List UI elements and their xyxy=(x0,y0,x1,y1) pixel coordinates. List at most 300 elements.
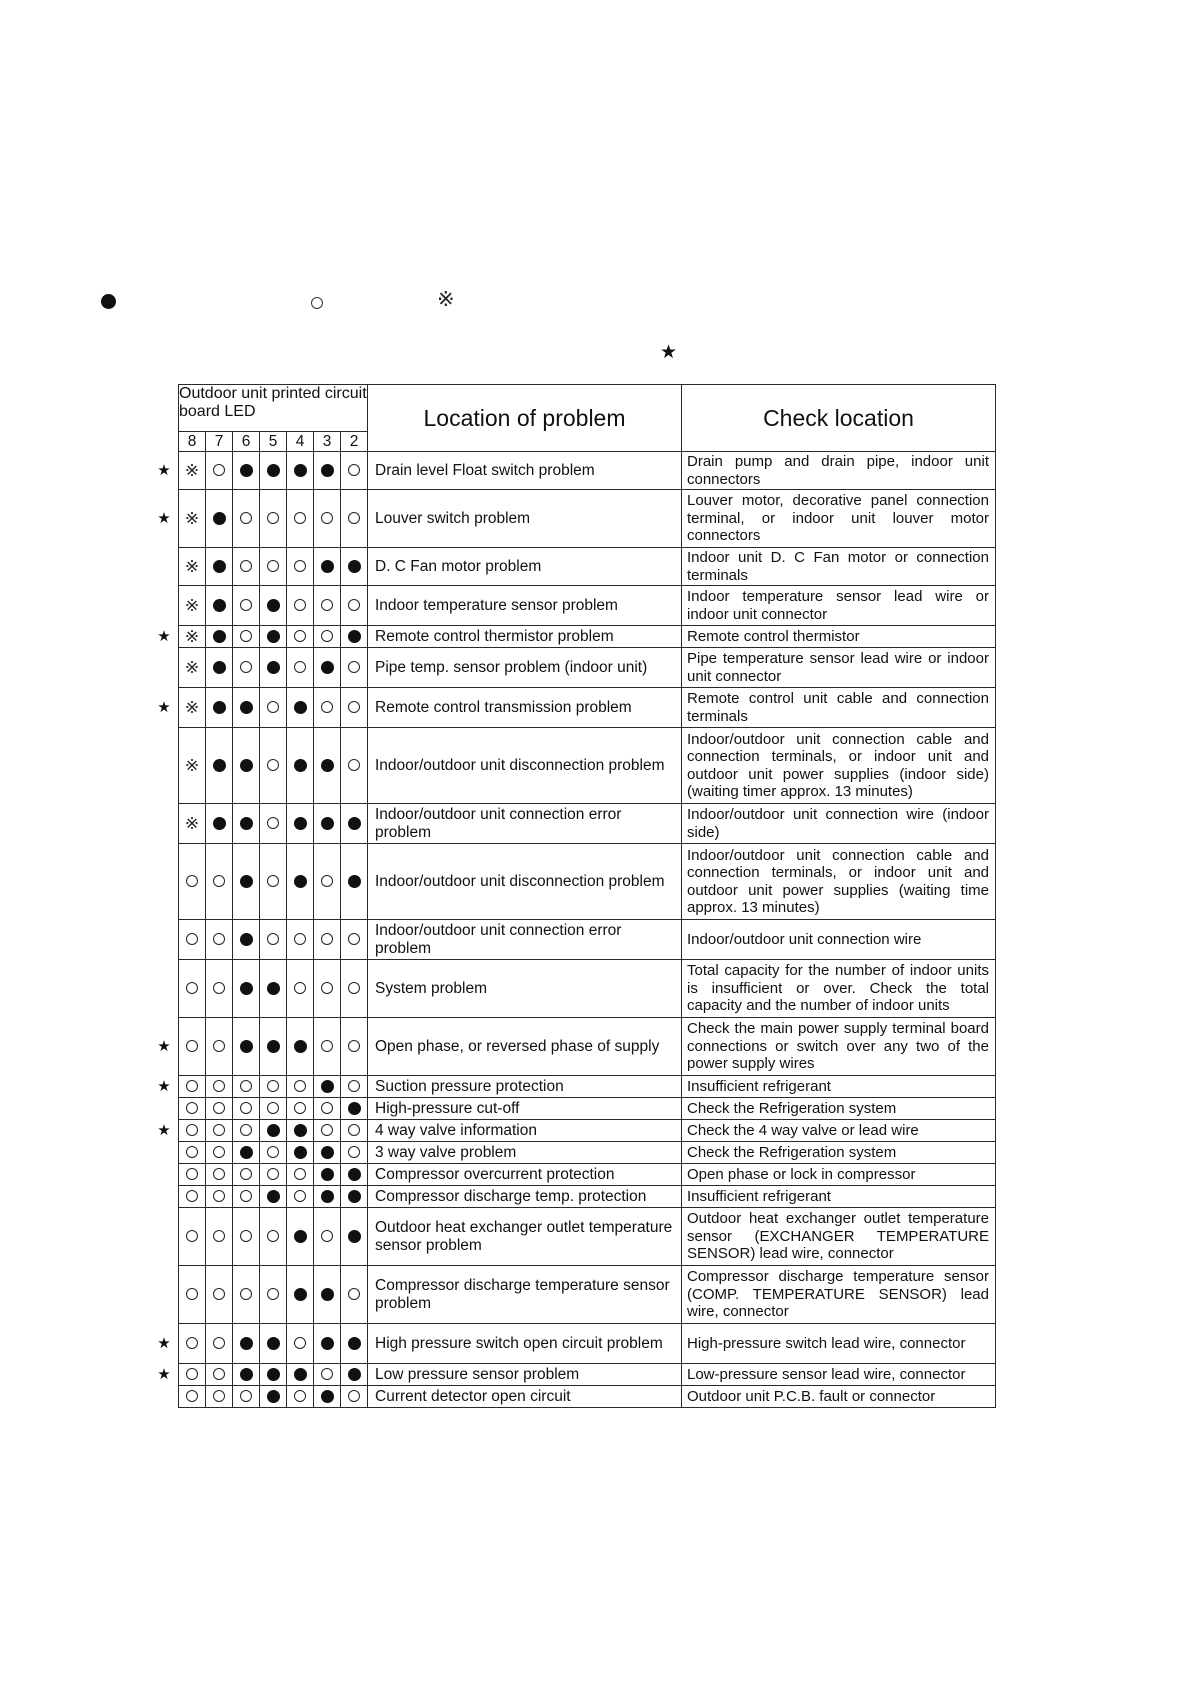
filled-circle-icon xyxy=(267,599,280,612)
open-circle-icon xyxy=(186,1368,198,1380)
open-circle-icon xyxy=(294,1337,306,1349)
problem-cell: Pipe temp. sensor problem (indoor unit) xyxy=(368,648,682,688)
led-cell xyxy=(233,1324,260,1364)
led-cell xyxy=(233,804,260,844)
led-cell xyxy=(314,626,341,648)
led-cell xyxy=(260,960,287,1018)
cross-icon: ※ xyxy=(184,595,200,615)
open-circle-icon xyxy=(240,1102,252,1114)
open-circle-icon xyxy=(294,1168,306,1180)
open-circle-icon xyxy=(321,1230,333,1242)
filled-circle-icon xyxy=(348,560,361,573)
led-cell xyxy=(206,548,233,586)
open-circle-icon xyxy=(294,512,306,524)
open-circle-icon xyxy=(348,512,360,524)
led-cell xyxy=(314,1120,341,1142)
filled-circle-icon xyxy=(294,1368,307,1381)
led-cell xyxy=(341,844,368,920)
open-circle-icon xyxy=(294,599,306,611)
star-slot xyxy=(150,843,178,919)
star-column xyxy=(150,384,178,1407)
led-cell xyxy=(341,1164,368,1186)
problem-cell: Indoor/outdoor unit connection error problem xyxy=(368,920,682,960)
open-circle-icon xyxy=(267,1230,279,1242)
led-cell xyxy=(260,728,287,804)
led-cell xyxy=(341,586,368,626)
led-number-7: 7 xyxy=(206,432,233,452)
legend-filled-circle-icon xyxy=(101,294,116,309)
star-slot xyxy=(150,547,178,585)
open-circle-icon xyxy=(267,512,279,524)
open-circle-icon xyxy=(348,661,360,673)
led-cell xyxy=(179,1186,206,1208)
led-cell xyxy=(233,1364,260,1386)
check-cell: Pipe temperature sensor lead wire or indoor unit connector xyxy=(682,648,996,688)
led-cell xyxy=(179,452,206,490)
led-cell xyxy=(314,1208,341,1266)
star-slot xyxy=(150,585,178,625)
filled-circle-icon xyxy=(240,817,253,830)
led-cell xyxy=(179,804,206,844)
open-circle-icon xyxy=(186,1190,198,1202)
check-cell: Insufficient refrigerant xyxy=(682,1186,996,1208)
open-circle-icon xyxy=(294,630,306,642)
led-cell xyxy=(314,960,341,1018)
led-cell xyxy=(314,648,341,688)
led-cell xyxy=(179,920,206,960)
led-cell xyxy=(287,1076,314,1098)
check-cell: Low-pressure sensor lead wire, connector xyxy=(682,1364,996,1386)
filled-circle-icon xyxy=(213,701,226,714)
star-slot xyxy=(150,687,178,727)
filled-circle-icon xyxy=(294,701,307,714)
led-cell xyxy=(287,1018,314,1076)
open-circle-icon xyxy=(267,1168,279,1180)
check-cell: Louver motor, decorative panel connection terminal, or indoor unit louver motor connectors xyxy=(682,490,996,548)
led-number-3: 3 xyxy=(314,432,341,452)
led-cell xyxy=(287,1266,314,1324)
led-cell xyxy=(233,1142,260,1164)
filled-circle-icon xyxy=(213,661,226,674)
led-cell xyxy=(179,688,206,728)
led-cell xyxy=(179,844,206,920)
led-cell xyxy=(314,548,341,586)
led-cell xyxy=(233,452,260,490)
led-cell xyxy=(233,960,260,1018)
open-circle-icon xyxy=(240,661,252,673)
filled-circle-icon xyxy=(348,1337,361,1350)
open-circle-icon xyxy=(321,1040,333,1052)
led-cell xyxy=(206,844,233,920)
open-circle-icon xyxy=(348,701,360,713)
filled-circle-icon xyxy=(294,875,307,888)
filled-circle-icon xyxy=(240,982,253,995)
led-cell xyxy=(260,548,287,586)
open-circle-icon xyxy=(186,1168,198,1180)
led-cell xyxy=(233,920,260,960)
led-cell xyxy=(287,844,314,920)
led-number-8: 8 xyxy=(179,432,206,452)
check-header: Check location xyxy=(682,385,996,452)
led-cell xyxy=(341,1098,368,1120)
open-circle-icon xyxy=(348,982,360,994)
open-circle-icon xyxy=(321,512,333,524)
open-circle-icon xyxy=(213,1102,225,1114)
led-cell xyxy=(206,490,233,548)
open-circle-icon xyxy=(213,464,225,476)
led-number-6: 6 xyxy=(233,432,260,452)
star-icon: ★ xyxy=(157,1366,171,1383)
filled-circle-icon xyxy=(240,701,253,714)
led-cell xyxy=(206,648,233,688)
open-circle-icon xyxy=(267,1146,279,1158)
star-slot xyxy=(150,1119,178,1141)
filled-circle-icon xyxy=(267,630,280,643)
open-circle-icon xyxy=(213,1337,225,1349)
open-circle-icon xyxy=(267,1102,279,1114)
table-row xyxy=(179,1364,996,1386)
led-cell xyxy=(260,1208,287,1266)
open-circle-icon xyxy=(348,759,360,771)
led-cell xyxy=(260,1164,287,1186)
led-cell xyxy=(287,490,314,548)
led-cell xyxy=(287,1364,314,1386)
problem-cell: System problem xyxy=(368,960,682,1018)
filled-circle-icon xyxy=(267,464,280,477)
open-circle-icon xyxy=(294,933,306,945)
open-circle-icon xyxy=(294,1390,306,1402)
led-cell xyxy=(341,804,368,844)
led-number-4: 4 xyxy=(287,432,314,452)
check-cell: Remote control thermistor xyxy=(682,626,996,648)
led-cell xyxy=(341,1186,368,1208)
open-circle-icon xyxy=(240,1230,252,1242)
filled-circle-icon xyxy=(321,1390,334,1403)
led-cell xyxy=(179,548,206,586)
led-cell xyxy=(233,844,260,920)
led-cell xyxy=(260,490,287,548)
problem-cell: Compressor discharge temp. protection xyxy=(368,1186,682,1208)
open-circle-icon xyxy=(267,1080,279,1092)
open-circle-icon xyxy=(186,1146,198,1158)
open-circle-icon xyxy=(294,982,306,994)
led-cell xyxy=(260,844,287,920)
led-cell xyxy=(206,1098,233,1120)
problem-cell: 4 way valve information xyxy=(368,1120,682,1142)
led-cell xyxy=(206,960,233,1018)
open-circle-icon xyxy=(213,1190,225,1202)
open-circle-icon xyxy=(321,1124,333,1136)
open-circle-icon xyxy=(213,1124,225,1136)
open-circle-icon xyxy=(213,1390,225,1402)
filled-circle-icon xyxy=(321,1337,334,1350)
star-icon: ★ xyxy=(157,699,171,716)
problem-cell: Suction pressure protection xyxy=(368,1076,682,1098)
led-cell xyxy=(314,844,341,920)
table-row xyxy=(179,1186,996,1208)
led-cell xyxy=(287,1186,314,1208)
star-slot xyxy=(150,489,178,547)
star-icon: ★ xyxy=(157,1335,171,1352)
led-cell xyxy=(260,1324,287,1364)
led-cell xyxy=(314,1142,341,1164)
led-cell xyxy=(341,1076,368,1098)
filled-circle-icon xyxy=(348,1190,361,1203)
led-cell xyxy=(206,1266,233,1324)
open-circle-icon xyxy=(321,1102,333,1114)
led-cell xyxy=(206,1018,233,1076)
table-row xyxy=(179,1076,996,1098)
filled-circle-icon xyxy=(240,933,253,946)
star-icon: ★ xyxy=(157,1078,171,1095)
open-circle-icon xyxy=(267,875,279,887)
filled-circle-icon xyxy=(321,1080,334,1093)
open-circle-icon xyxy=(186,933,198,945)
open-circle-icon xyxy=(348,1124,360,1136)
check-cell: Drain pump and drain pipe, indoor unit connectors xyxy=(682,452,996,490)
open-circle-icon xyxy=(213,875,225,887)
led-cell xyxy=(206,626,233,648)
filled-circle-icon xyxy=(213,599,226,612)
filled-circle-icon xyxy=(294,1230,307,1243)
led-cell xyxy=(260,1098,287,1120)
open-circle-icon xyxy=(348,1146,360,1158)
led-cell xyxy=(341,452,368,490)
filled-circle-icon xyxy=(213,512,226,525)
led-cell xyxy=(260,1142,287,1164)
problem-cell: D. C Fan motor problem xyxy=(368,548,682,586)
star-icon: ★ xyxy=(157,462,171,479)
led-cell xyxy=(233,1120,260,1142)
led-cell xyxy=(179,1098,206,1120)
led-cell xyxy=(206,452,233,490)
led-cell xyxy=(179,1076,206,1098)
open-circle-icon xyxy=(186,982,198,994)
check-cell: Indoor temperature sensor lead wire or indoor unit connector xyxy=(682,586,996,626)
check-cell: Outdoor unit P.C.B. fault or connector xyxy=(682,1386,996,1408)
led-cell xyxy=(206,688,233,728)
table-row xyxy=(179,960,996,1018)
led-cell xyxy=(341,1120,368,1142)
problem-cell: Compressor overcurrent protection xyxy=(368,1164,682,1186)
problem-cell: Indoor/outdoor unit disconnection problem xyxy=(368,728,682,804)
led-cell xyxy=(233,688,260,728)
led-cell xyxy=(179,1386,206,1408)
open-circle-icon xyxy=(321,1368,333,1380)
filled-circle-icon xyxy=(267,1040,280,1053)
table-row xyxy=(179,728,996,804)
open-circle-icon xyxy=(213,1040,225,1052)
check-cell: Check the 4 way valve or lead wire xyxy=(682,1120,996,1142)
led-cell xyxy=(179,1266,206,1324)
open-circle-icon xyxy=(186,1102,198,1114)
led-cell xyxy=(233,1186,260,1208)
led-cell xyxy=(260,1266,287,1324)
led-cell xyxy=(233,490,260,548)
problem-cell: Low pressure sensor problem xyxy=(368,1364,682,1386)
star-slot xyxy=(150,1385,178,1407)
led-cell xyxy=(260,1186,287,1208)
open-circle-icon xyxy=(240,630,252,642)
check-cell: Indoor/outdoor unit connection wire (indoor side) xyxy=(682,804,996,844)
led-cell xyxy=(233,1208,260,1266)
led-cell xyxy=(314,804,341,844)
led-cell xyxy=(233,728,260,804)
table-row xyxy=(179,1120,996,1142)
led-cell xyxy=(260,1364,287,1386)
open-circle-icon xyxy=(321,982,333,994)
filled-circle-icon xyxy=(348,817,361,830)
led-cell xyxy=(341,688,368,728)
led-cell xyxy=(179,626,206,648)
led-cell xyxy=(206,1208,233,1266)
led-cell xyxy=(179,648,206,688)
open-circle-icon xyxy=(186,875,198,887)
led-cell xyxy=(233,1018,260,1076)
open-circle-icon xyxy=(240,1288,252,1300)
led-cell xyxy=(179,1208,206,1266)
filled-circle-icon xyxy=(294,464,307,477)
led-cell xyxy=(206,586,233,626)
led-cell xyxy=(314,452,341,490)
location-header: Location of problem xyxy=(368,385,682,452)
check-cell: High-pressure switch lead wire, connector xyxy=(682,1324,996,1364)
check-cell: Indoor/outdoor unit connection cable and connection terminals, or indoor unit and outdoor unit power supplies (waiting time approx. 13 minutes) xyxy=(682,844,996,920)
filled-circle-icon xyxy=(213,759,226,772)
led-cell xyxy=(341,648,368,688)
led-cell xyxy=(233,1266,260,1324)
led-cell xyxy=(287,1386,314,1408)
star-icon: ★ xyxy=(157,510,171,527)
led-cell xyxy=(287,648,314,688)
open-circle-icon xyxy=(213,933,225,945)
led-cell xyxy=(287,548,314,586)
open-circle-icon xyxy=(186,1124,198,1136)
led-cell xyxy=(260,626,287,648)
filled-circle-icon xyxy=(348,1102,361,1115)
filled-circle-icon xyxy=(348,875,361,888)
led-cell xyxy=(233,548,260,586)
star-slot xyxy=(150,727,178,803)
filled-circle-icon xyxy=(348,1168,361,1181)
filled-circle-icon xyxy=(267,1390,280,1403)
filled-circle-icon xyxy=(321,661,334,674)
problem-cell: Compressor discharge temperature sensor problem xyxy=(368,1266,682,1324)
led-cell xyxy=(260,586,287,626)
table-row xyxy=(179,1098,996,1120)
filled-circle-icon xyxy=(321,1146,334,1159)
led-cell xyxy=(260,1076,287,1098)
open-circle-icon xyxy=(213,982,225,994)
led-header: Outdoor unit printed circuit board LED xyxy=(179,385,368,432)
check-cell: Indoor unit D. C Fan motor or connection terminals xyxy=(682,548,996,586)
led-cell xyxy=(341,1386,368,1408)
table-row xyxy=(179,548,996,586)
filled-circle-icon xyxy=(294,1040,307,1053)
star-slot xyxy=(150,919,178,959)
filled-circle-icon xyxy=(321,817,334,830)
check-cell: Compressor discharge temperature sensor (COMP. TEMPERATURE SENSOR) lead wire, connector xyxy=(682,1266,996,1324)
led-cell xyxy=(314,1186,341,1208)
led-cell xyxy=(179,1018,206,1076)
cross-icon: ※ xyxy=(184,697,200,717)
filled-circle-icon xyxy=(294,1288,307,1301)
filled-circle-icon xyxy=(294,759,307,772)
star-slot xyxy=(150,1323,178,1363)
filled-circle-icon xyxy=(267,982,280,995)
star-slot xyxy=(150,1141,178,1163)
led-cell xyxy=(179,728,206,804)
problem-cell: 3 way valve problem xyxy=(368,1142,682,1164)
table-row xyxy=(179,1142,996,1164)
open-circle-icon xyxy=(240,1124,252,1136)
filled-circle-icon xyxy=(321,1288,334,1301)
problem-cell: Outdoor heat exchanger outlet temperature sensor problem xyxy=(368,1208,682,1266)
problem-cell: Indoor/outdoor unit connection error problem xyxy=(368,804,682,844)
open-circle-icon xyxy=(240,1190,252,1202)
open-circle-icon xyxy=(294,1102,306,1114)
led-cell xyxy=(287,452,314,490)
led-cell xyxy=(287,1142,314,1164)
led-cell xyxy=(314,1364,341,1386)
open-circle-icon xyxy=(213,1168,225,1180)
check-cell: Total capacity for the number of indoor units is insufficient or over. Check the total capacity and the number of indoor units xyxy=(682,960,996,1018)
led-cell xyxy=(206,1386,233,1408)
problem-cell: Louver switch problem xyxy=(368,490,682,548)
problem-cell: Indoor temperature sensor problem xyxy=(368,586,682,626)
led-number-5: 5 xyxy=(260,432,287,452)
open-circle-icon xyxy=(294,1080,306,1092)
star-icon: ★ xyxy=(157,1038,171,1055)
led-cell xyxy=(206,1076,233,1098)
led-cell xyxy=(206,1142,233,1164)
filled-circle-icon xyxy=(321,759,334,772)
filled-circle-icon xyxy=(267,1368,280,1381)
table-row xyxy=(179,920,996,960)
table-row xyxy=(179,626,996,648)
led-cell xyxy=(206,1364,233,1386)
open-circle-icon xyxy=(186,1040,198,1052)
filled-circle-icon xyxy=(294,1124,307,1137)
led-cell xyxy=(287,1120,314,1142)
table-row xyxy=(179,1208,996,1266)
check-cell: Indoor/outdoor unit connection cable and connection terminals, or indoor unit and outdoor unit power supplies (indoor side) (waiting timer approx. 13 minutes) xyxy=(682,728,996,804)
star-slot xyxy=(150,1265,178,1323)
table-row xyxy=(179,648,996,688)
led-cell xyxy=(287,920,314,960)
filled-circle-icon xyxy=(321,1168,334,1181)
filled-circle-icon xyxy=(348,1368,361,1381)
legend-open-circle-icon xyxy=(311,297,323,309)
filled-circle-icon xyxy=(213,817,226,830)
open-circle-icon xyxy=(213,1288,225,1300)
led-cell xyxy=(233,1098,260,1120)
led-cell xyxy=(341,490,368,548)
led-cell xyxy=(341,1364,368,1386)
led-cell xyxy=(341,728,368,804)
led-cell xyxy=(287,688,314,728)
led-cell xyxy=(233,1164,260,1186)
led-cell xyxy=(287,1324,314,1364)
open-circle-icon xyxy=(348,599,360,611)
star-slot xyxy=(150,959,178,1017)
star-slot xyxy=(150,625,178,647)
open-circle-icon xyxy=(294,560,306,572)
led-cell xyxy=(314,1324,341,1364)
table-row xyxy=(179,804,996,844)
filled-circle-icon xyxy=(240,464,253,477)
led-cell xyxy=(206,1164,233,1186)
